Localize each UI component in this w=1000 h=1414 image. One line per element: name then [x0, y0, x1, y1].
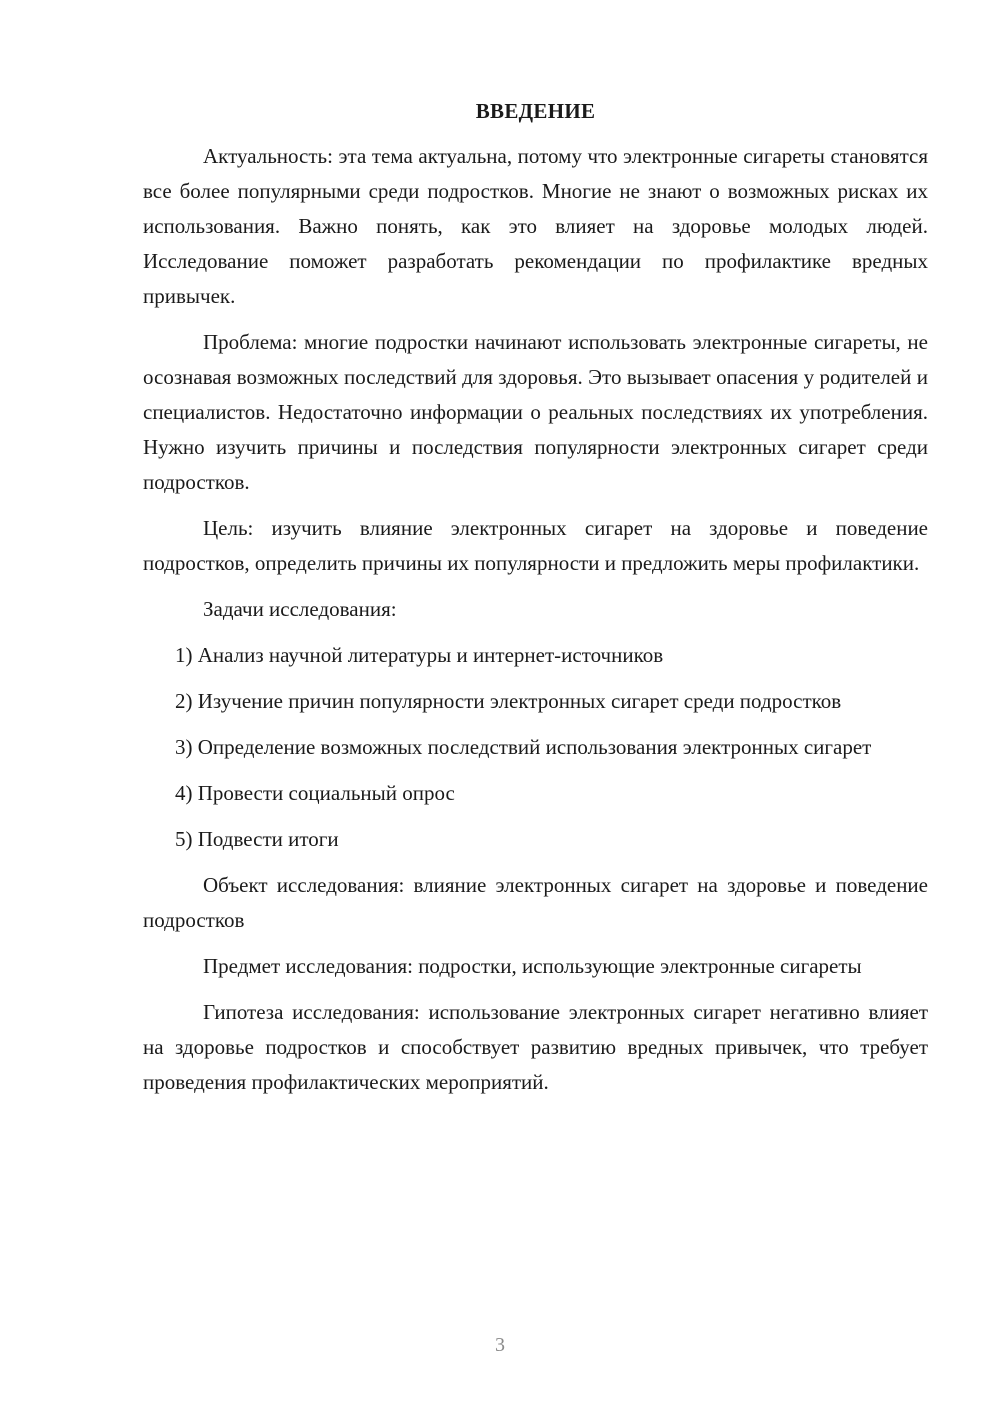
page-number: 3 — [495, 1334, 505, 1356]
paragraph-problem: Проблема: многие подростки начинают использовать электронные сигареты, не осознавая возможных последствий для здоровья. Это вызывает опасения у родителей и специалистов. Недостаточно информации о реальных последствиях их употребления. Нужно изучить причины и последствия популярности электронных сигарет среди подростков. — [143, 330, 928, 494]
task-item-3: 3) Определение возможных последствий использования электронных сигарет — [175, 735, 872, 759]
task-item-2: 2) Изучение причин популярности электронных сигарет среди подростков — [175, 689, 842, 713]
task-item-4: 4) Провести социальный опрос — [175, 781, 455, 805]
paragraph-object: Объект исследования: влияние электронных сигарет на здоровье и поведение подростков — [143, 873, 928, 932]
paragraph-goal: Цель: изучить влияние электронных сигарет на здоровье и поведение подростков, определить причины их популярности и предложить меры профилактики. — [143, 516, 928, 575]
paragraph-hypothesis: Гипотеза исследования: использование электронных сигарет негативно влияет на здоровье подростков и способствует развитию вредных привычек, что требует проведения профилактических мероприятий. — [143, 1000, 928, 1094]
document-page — [143, 95, 928, 1100]
task-item-5: 5) Подвести итоги — [175, 827, 339, 851]
paragraph-subject: Предмет исследования: подростки, использующие электронные сигареты — [203, 954, 862, 978]
tasks-title: Задачи исследования: — [203, 597, 397, 621]
paragraph-relevance: Актуальность: эта тема актуальна, потому что электронные сигареты становятся все более популярными среди подростков. Многие не знают о возможных рисках их использования. Важно понять, как это влияет на здоровье молодых людей. Исследование поможет разработать рекомендации по профилактике вредных привычек. — [143, 144, 928, 308]
section-heading: ВВЕДЕНИЕ — [475, 99, 596, 123]
task-item-1: 1) Анализ научной литературы и интернет-источников — [175, 643, 664, 667]
